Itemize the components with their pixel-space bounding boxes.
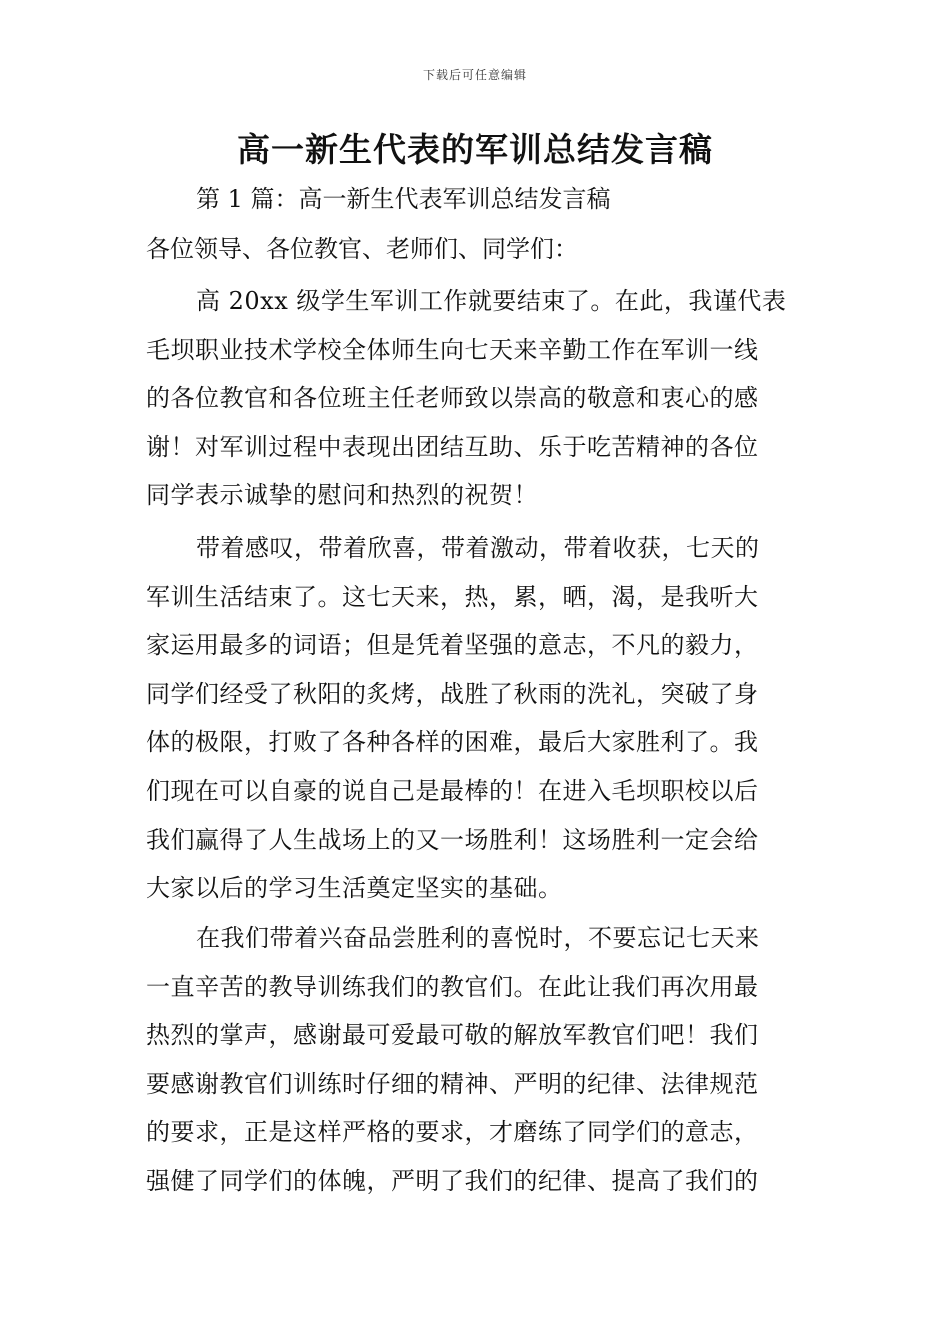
paragraph-line: 大家以后的学习生活奠定坚实的基础。: [146, 874, 563, 903]
paragraph-line: 们现在可以自豪的说自己是最棒的！在进入毛坝职校以后: [146, 776, 759, 805]
paragraph-3: [146, 914, 806, 1206]
paragraph-line: 在我们带着兴奋品尝胜利的喜悦时，不要忘记七天来: [196, 924, 760, 952]
header-note: 下载后可任意编辑: [422, 68, 527, 82]
document-title: 高一新生代表的军训总结发言稿: [237, 130, 713, 169]
salutation: 各位领导、各位教官、老师们、同学们：: [146, 235, 578, 263]
paragraph-line: 的各位教官和各位班主任老师致以崇高的敬意和衷心的感: [146, 384, 759, 413]
paragraph-line: 毛坝职业技术学校全体师生向七天来辛勤工作在军训一线: [146, 335, 759, 364]
paragraph-2: [146, 524, 806, 913]
paragraph-line: 强健了同学们的体魄，严明了我们的纪律、提高了我们的: [146, 1166, 759, 1195]
paragraph-line: 同学表示诚挚的慰问和热烈的祝贺！: [146, 481, 538, 510]
paragraph-line: 带着感叹，带着欣喜，带着激动，带着收获，七天的: [196, 534, 760, 562]
paragraph-line: 同学们经受了秋阳的炙烤，战胜了秋雨的洗礼，突破了身: [146, 679, 759, 708]
paragraph-1: [146, 277, 806, 520]
paragraph-line: 热烈的掌声，感谢最可爱最可敬的解放军教官们吧！我们: [146, 1021, 759, 1050]
paragraph-line: 一直辛苦的教导训练我们的教官们。在此让我们再次用最: [146, 972, 759, 1001]
paragraph-line: 谢！对军训过程中表现出团结互助、乐于吃苦精神的各位: [146, 432, 759, 461]
paragraph-line: 军训生活结束了。这七天来，热，累，晒，渴，是我听大: [146, 582, 759, 611]
paragraph-line: 的要求，正是这样严格的要求，才磨练了同学们的意志，: [146, 1118, 759, 1147]
section-heading: 第 1 篇：高一新生代表军训总结发言稿: [196, 185, 611, 213]
paragraph-line: 我们赢得了人生战场上的又一场胜利！这场胜利一定会给: [146, 825, 759, 854]
paragraph-line: 高 20xx 级学生军训工作就要结束了。在此，我谨代表: [196, 287, 787, 315]
paragraph-line: 家运用最多的词语；但是凭着坚强的意志，不凡的毅力，: [146, 631, 759, 660]
paragraph-line: 要感谢教官们训练时仔细的精神、严明的纪律、法律规范: [146, 1069, 759, 1098]
paragraph-line: 体的极限，打败了各种各样的困难，最后大家胜利了。我: [146, 728, 759, 757]
